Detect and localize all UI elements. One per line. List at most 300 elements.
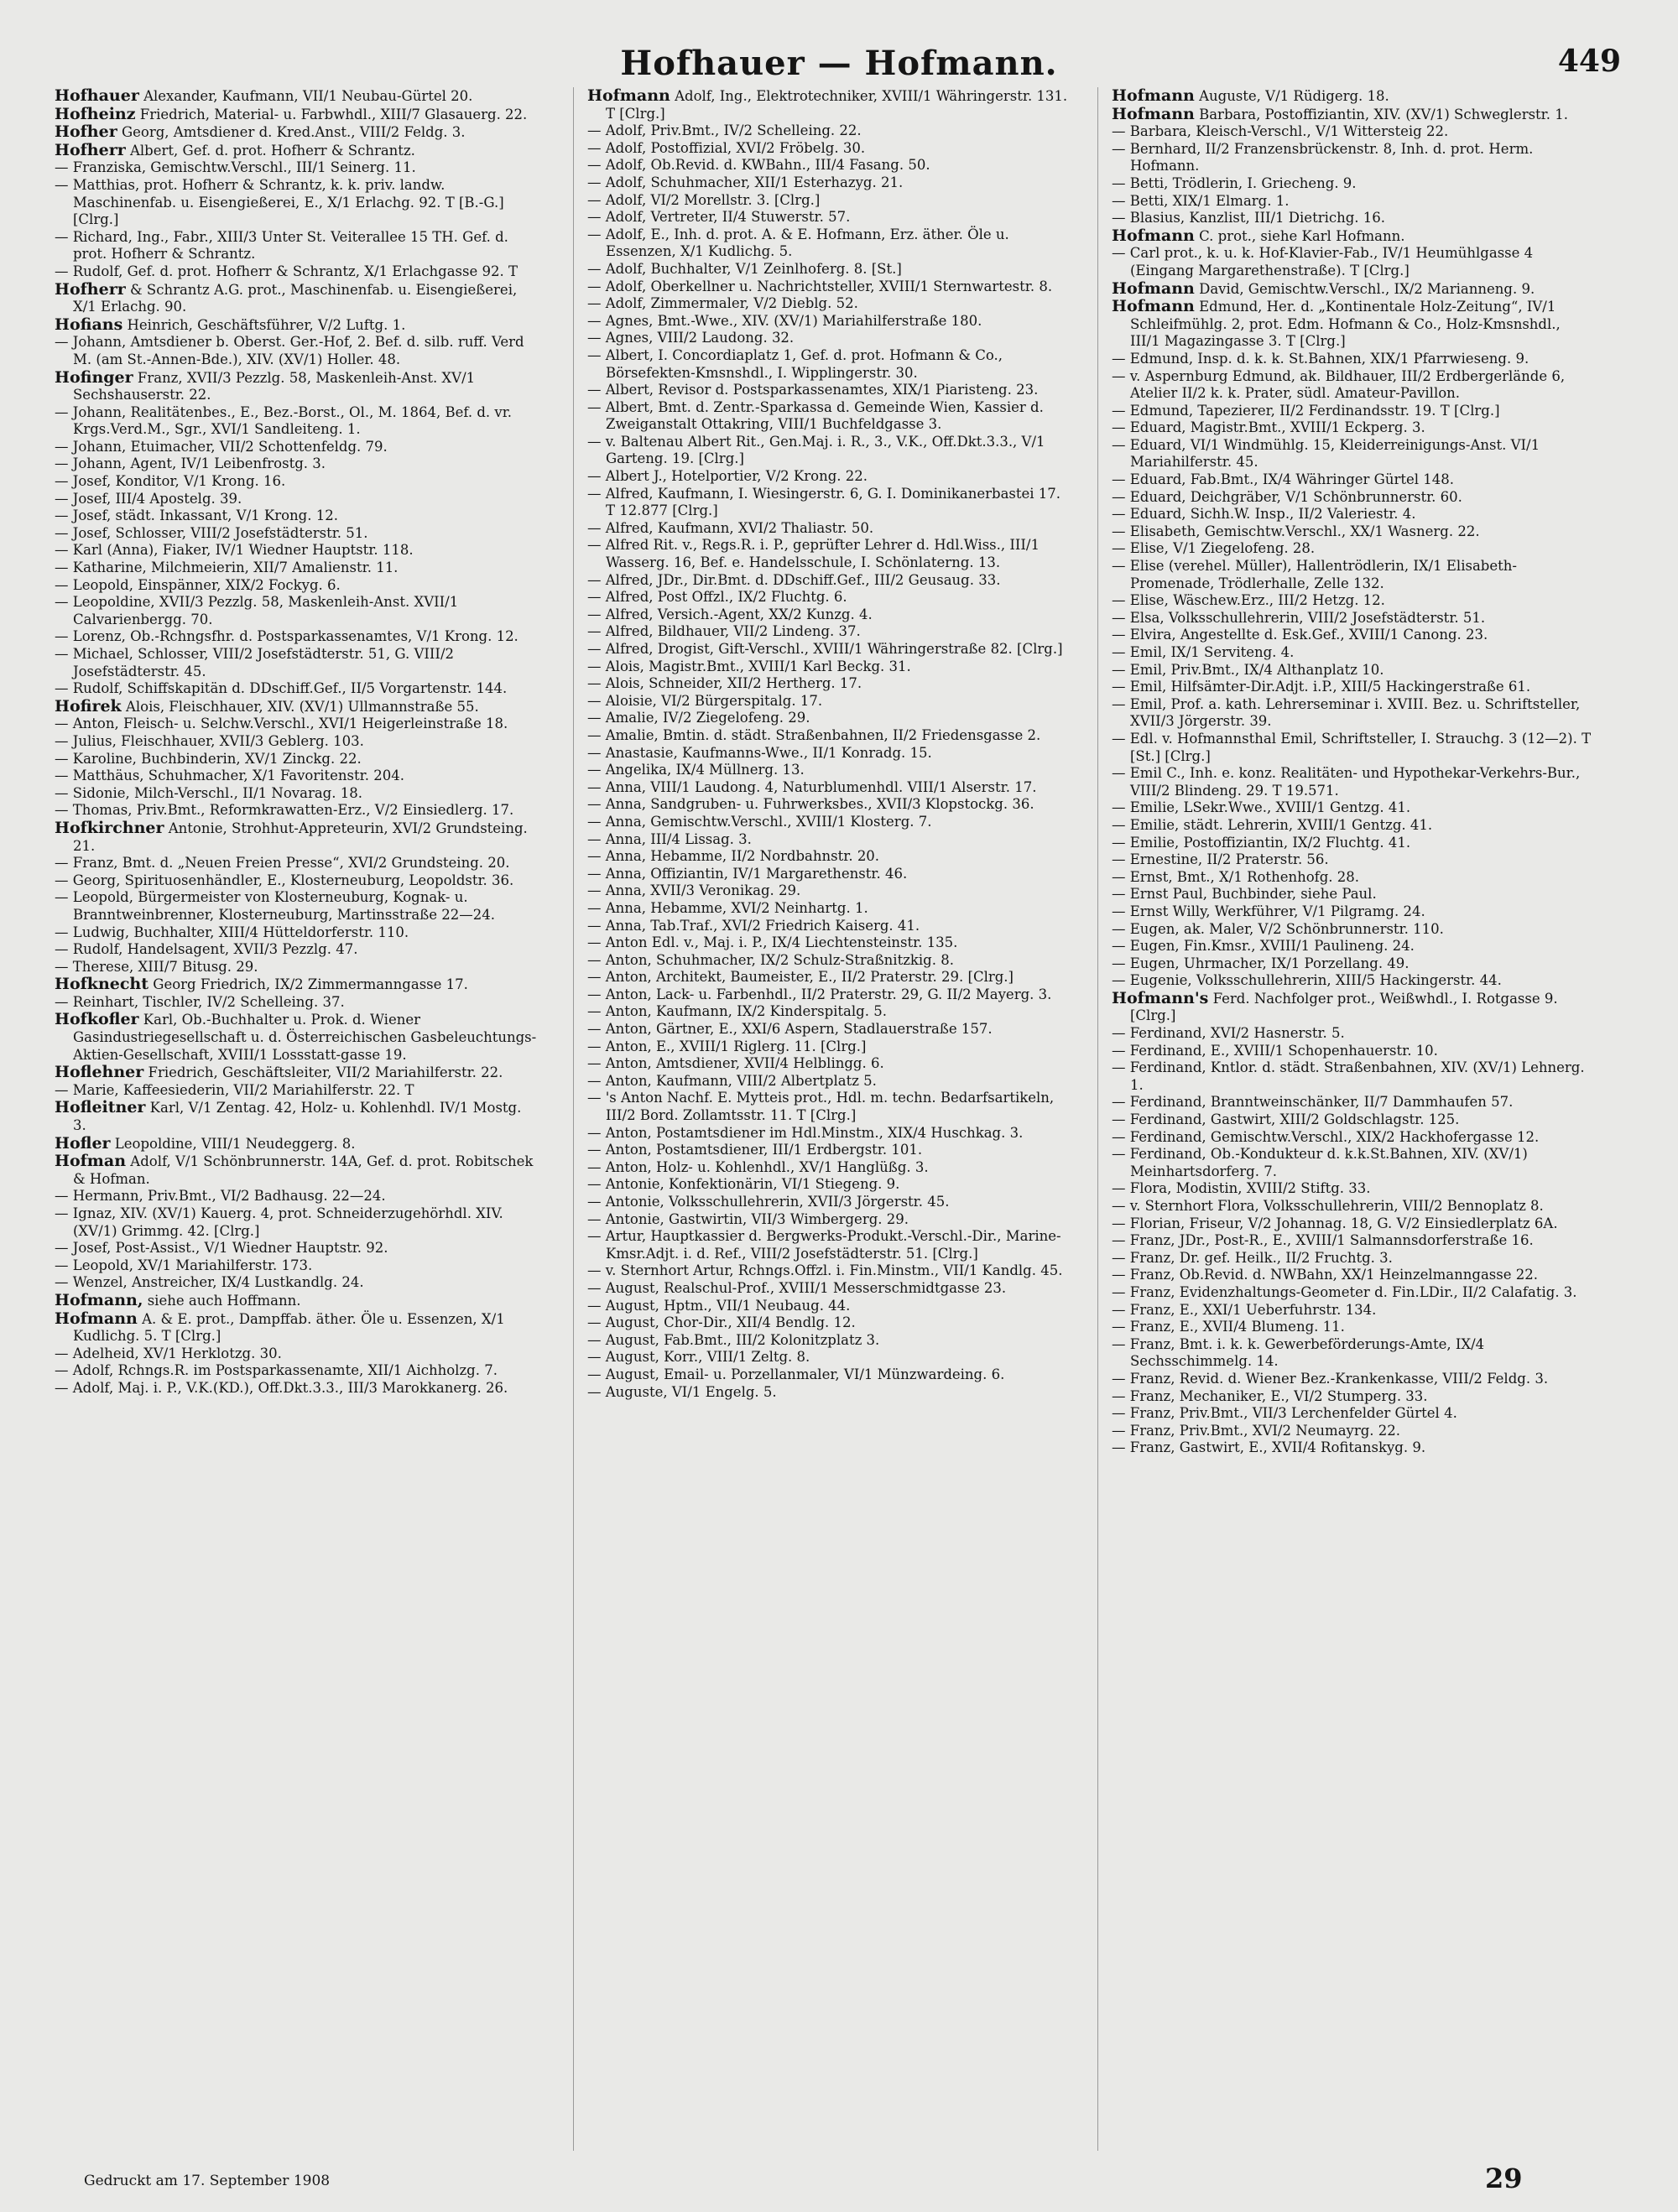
directory-entry (1112, 540, 1594, 558)
directory-entry (55, 263, 537, 281)
directory-entry (55, 1240, 537, 1257)
entry-text: — Anton, Architekt, Baumeister, E., II/2 Praterstr. 29. [Clrg.] (587, 969, 1014, 986)
entry-text: — Albert J., Hotelportier, V/2 Krong. 22. (587, 468, 868, 485)
entry-text: — Alfred, Kaufmann, I. Wiesingerstr. 6, G. I. Dominikanerbastei 17. T 12.877 [Clrg.] (587, 485, 1061, 519)
directory-entry (587, 192, 1070, 210)
column-divider (1097, 87, 1098, 2151)
directory-entry (55, 924, 537, 942)
entry-surname: Hoflehner (55, 1063, 144, 1082)
directory-entry (55, 646, 537, 680)
directory-entry (587, 1211, 1070, 1229)
entry-surname: Hofmann, (55, 1290, 143, 1309)
directory-entry (1112, 141, 1594, 175)
directory-entry (55, 369, 537, 404)
directory-entry (587, 209, 1070, 226)
directory-entry (587, 537, 1070, 571)
directory-entry (1112, 1215, 1594, 1233)
entry-surname: Hofmann (587, 87, 670, 105)
directory-entry (587, 1384, 1070, 1402)
directory-entry (587, 900, 1070, 918)
directory-entry (587, 486, 1070, 520)
directory-entry (55, 439, 537, 456)
entry-text: — Leopold, Einspänner, XIX/2 Fockyg. 6. (55, 576, 341, 593)
directory-entry (1112, 972, 1594, 990)
entry-text: — Agnes, Bmt.-Wwe., XIV. (XV/1) Mariahilferstraße 180. (587, 312, 982, 329)
entry-surname: Hofkirchner (55, 818, 164, 837)
entry-text: — Eduard, Deichgräber, V/1 Schönbrunnerstr. 60. (1112, 488, 1462, 505)
directory-entry (587, 952, 1070, 970)
directory-entry (1112, 123, 1594, 141)
directory-entry (1112, 1388, 1594, 1406)
directory-entry (587, 1262, 1070, 1280)
entry-text: — Alois, Schneider, XII/2 Hertherg. 17. (587, 675, 862, 692)
directory-entry (1112, 280, 1594, 299)
directory-entry (587, 278, 1070, 296)
directory-entry (1112, 921, 1594, 939)
entry-text: — Adolf, Rchngs.R. im Postsparkassenamte, XII/1 Aichholzg. 7. (55, 1362, 498, 1379)
directory-entry (55, 751, 537, 768)
directory-entry (587, 261, 1070, 278)
entry-text: Alois, Fleischhauer, XIV. (XV/1) Ullmannstraße 55. (121, 698, 479, 715)
directory-entry (55, 473, 537, 491)
entry-text: — Antonie, Gastwirtin, VII/3 Wimbergerg. 29. (587, 1210, 909, 1227)
directory-entry (55, 889, 537, 924)
entry-text: — Anton, E., XVIII/1 Riglerg. 11. [Clrg.] (587, 1038, 867, 1054)
entry-text: — Barbara, Kleisch-Verschl., V/1 Wittersteig 22. (1112, 123, 1449, 140)
directory-entry (55, 1274, 537, 1292)
directory-entry (55, 872, 537, 890)
entry-text: — Ernst Paul, Buchbinder, siehe Paul. (1112, 886, 1377, 903)
entry-text: — Karoline, Buchbinderin, XV/1 Zinckg. 22. (55, 750, 362, 767)
entry-text: — Ferdinand, XVI/2 Hasnerstr. 5. (1112, 1025, 1345, 1042)
entry-text: — Elisabeth, Gemischtw.Verschl., XX/1 Wasnerg. 22. (1112, 523, 1480, 539)
directory-entry (55, 281, 537, 316)
entry-text: — Ludwig, Buchhalter, XIII/4 Hütteldorferstr. 110. (55, 924, 409, 940)
directory-entry (587, 623, 1070, 641)
directory-entry (587, 140, 1070, 158)
directory-entry (1112, 1319, 1594, 1336)
page-footer (0, 2163, 1678, 2206)
entry-text: — Anna, Gemischtw.Verschl., XVIII/1 Klosterg. 7. (587, 813, 932, 830)
entry-text: A. & E. prot., Dampffab. äther. Öle u. Essenzen, X/1 Kudlichg. 5. T [Clrg.] (73, 1310, 505, 1345)
entry-text: — Edl. v. Hofmannsthal Emil, Schriftsteller, I. Strauchg. 3 (12—2). T [St.] [Clrg.] (1112, 730, 1592, 764)
directory-entry (1112, 227, 1594, 246)
entry-text: — Katharine, Milchmeierin, XII/7 Amalienstr. 11. (55, 560, 399, 576)
entry-text: — Adelheid, XV/1 Herklotzg. 30. (55, 1345, 282, 1361)
directory-entry (1112, 1059, 1594, 1094)
entry-text: — Franz, Ob.Revid. d. NWBahn, XX/1 Heinzelmanngasse 22. (1112, 1267, 1538, 1283)
entry-text: — Leopold, Bürgermeister von Klosterneuburg, Kognak- u. Branntweinbrenner, Klosterneuburg, Martinsstraße 22—24. (55, 889, 495, 923)
print-date: Gedruckt am 17. September 1908 (84, 2173, 331, 2189)
column-divider (573, 87, 574, 2151)
directory-entry (55, 680, 537, 698)
entry-surname: Hofmann (1112, 104, 1195, 123)
entry-text: Heinrich, Geschäftsführer, V/2 Luftg. 1. (122, 316, 406, 333)
directory-entry (587, 1194, 1070, 1211)
entry-text: — Josef, Konditor, V/1 Krong. 16. (55, 473, 286, 490)
directory-entry (1112, 1025, 1594, 1043)
entry-text: — Rudolf, Gef. d. prot. Hofherr & Schrantz, X/1 Erlachgasse 92. T (55, 263, 518, 279)
entry-surname: Hofinger (55, 367, 133, 387)
directory-entry (1112, 835, 1594, 852)
entry-text: Franz, XVII/3 Pezzlg. 58, Maskenleih-Anst. XV/1 Sechshauserstr. 22. (73, 369, 476, 403)
entry-text: — Ferdinand, Gemischtw.Verschl., XIX/2 Hackhofergasse 12. (1112, 1128, 1540, 1145)
entry-text: — Franz, E., XVII/4 Blumeng. 11. (1112, 1319, 1345, 1335)
entry-text: — Franz, Priv.Bmt., XVI/2 Neumayrg. 22. (1112, 1422, 1401, 1439)
directory-entry (55, 1135, 537, 1153)
directory-entry (1112, 298, 1594, 351)
entry-text: — Josef, städt. Inkassant, V/1 Krong. 12. (55, 507, 338, 524)
entry-text: — Josef, Post-Assist., V/1 Wiedner Hauptstr. 92. (55, 1240, 388, 1257)
directory-entry (55, 560, 537, 577)
entry-text: — Georg, Spirituosenhändler, E., Klosterneuburg, Leopoldstr. 36. (55, 872, 514, 888)
directory-entry (1112, 765, 1594, 799)
directory-entry (55, 1082, 537, 1100)
directory-entry (587, 330, 1070, 347)
directory-entry (1112, 696, 1594, 731)
directory-entry (55, 316, 537, 335)
entry-text: — Eugenie, Volksschullehrerin, XIII/5 Hackingerstr. 44. (1112, 972, 1502, 989)
entry-text: — Anton, Amtsdiener, XVII/4 Helblingg. 6. (587, 1055, 884, 1072)
entry-text: — August, Korr., VIII/1 Zeltg. 8. (587, 1349, 810, 1366)
page-header (0, 44, 1678, 94)
entry-text: — Johann, Amtsdiener b. Oberst. Ger.-Hof, 2. Bef. d. silb. ruff. Verd M. (am St.-Annen-Bde.), XIV. (XV/1) Holler. 48. (55, 334, 524, 367)
directory-entry (587, 1055, 1070, 1073)
entry-text: — v. Aspernburg Edmund, ak. Bildhauer, III/2 Erdbergerlände 6, Atelier II/2 k. k. Prater, südl. Amateur-Pavillon. (1112, 367, 1566, 402)
entry-text: — Anton, Schuhmacher, IX/2 Schulz-Straßnitzkig. 8. (587, 951, 954, 968)
directory-entry (587, 762, 1070, 779)
entry-text: Alexander, Kaufmann, VII/1 Neubau-Gürtel 20. (138, 88, 473, 104)
entry-text: — Eduard, Magistr.Bmt., XVIII/1 Eckperg. 3. (1112, 419, 1425, 436)
entry-text: — Franz, Evidenzhaltungs-Geometer d. Fin.LDir., II/2 Calafatig. 3. (1112, 1283, 1577, 1300)
directory-entry (1112, 627, 1594, 644)
entry-text: Karl, Ob.-Buchhalter u. Prok. d. Wiener Gasindustriegesellschaft u. d. Österreichischen Gasbeleuchtungs-Aktien-Gesellschaft, XVIII/1 Lossstatt-gasse 19. (73, 1012, 537, 1063)
entry-surname: Hofmann (1112, 87, 1195, 105)
directory-entry (1112, 955, 1594, 973)
column-1 (55, 87, 537, 2151)
entry-text: — v. Sternhort Flora, Volksschullehrerin, VIII/2 Bennoplatz 8. (1112, 1198, 1544, 1214)
entry-text: — Alfred, Drogist, Gift-Verschl., XVIII/1 Währingerstraße 82. [Clrg.] (587, 641, 1063, 657)
entry-text: Friedrich, Material- u. Farbwhdl., XIII/7 Glasauerg. 22. (135, 106, 528, 122)
directory-entry (1112, 175, 1594, 193)
directory-entry (587, 727, 1070, 745)
directory-entry (1112, 799, 1594, 817)
directory-entry (587, 572, 1070, 590)
entry-text: — Edmund, Insp. d. k. k. St.Bahnen, XIX/1 Pfarrwieseng. 9. (1112, 350, 1529, 367)
directory-entry (1112, 592, 1594, 610)
entry-text: — Anton, Holz- u. Kohlenhdl., XV/1 Hanglüßg. 3. (587, 1158, 929, 1175)
directory-entry (587, 1298, 1070, 1315)
directory-entry (1112, 368, 1594, 403)
entry-text: — Franz, Priv.Bmt., VII/3 Lerchenfelder Gürtel 4. (1112, 1405, 1457, 1422)
directory-entry (55, 1064, 537, 1082)
entry-text: — Eduard, Fab.Bmt., IX/4 Währinger Gürtel 148. (1112, 471, 1455, 488)
directory-entry (587, 831, 1070, 849)
directory-entry (55, 820, 537, 855)
directory-entry (587, 87, 1070, 122)
directory-entry (587, 1073, 1070, 1090)
entry-text: Georg, Amtsdiener d. Kred.Anst., VIII/2 Feldg. 3. (117, 124, 466, 141)
entry-text: — Eugen, Fin.Kmsr., XVIII/1 Paulineng. 24. (1112, 938, 1415, 955)
entry-text: — Betti, XIX/1 Elmarg. 1. (1112, 192, 1290, 209)
entry-text: — Josef, III/4 Apostelg. 39. (55, 490, 242, 507)
page-number: 449 (1557, 44, 1621, 79)
entry-surname: Hofmann (1112, 297, 1195, 316)
entry-text: — Ernst Willy, Werkführer, V/1 Pilgramg. 24. (1112, 903, 1425, 919)
directory-entry (587, 710, 1070, 727)
entry-text: — Leopold, XV/1 Mariahilferstr. 173. (55, 1257, 313, 1273)
directory-entry (587, 1314, 1070, 1332)
entry-surname: Hofherr (55, 140, 126, 159)
entry-text: — Karl (Anna), Fiaker, IV/1 Wiedner Hauptstr. 118. (55, 542, 414, 559)
entry-text: — Anna, III/4 Lissag. 3. (587, 830, 752, 847)
directory-entry (1112, 731, 1594, 765)
directory-entry (1112, 1439, 1594, 1457)
entry-surname: Hofirek (55, 696, 122, 716)
entry-text: — Anton Edl. v., Maj. i. P., IX/4 Liechtensteinstr. 135. (587, 934, 958, 951)
directory-entry (55, 855, 537, 872)
directory-entry (587, 882, 1070, 900)
directory-entry (1112, 869, 1594, 887)
directory-entry (1112, 245, 1594, 279)
directory-entry (55, 491, 537, 508)
entry-text: Albert, Gef. d. prot. Hofherr & Schrantz. (125, 142, 415, 159)
entry-text: — August, Fab.Bmt., III/2 Kolonitzplatz 3. (587, 1331, 880, 1348)
entry-text: — Josef, Schlosser, VIII/2 Josefstädterstr. 51. (55, 524, 368, 541)
directory-entry (587, 1003, 1070, 1021)
directory-entry (55, 1188, 537, 1205)
entry-text: — Ernestine, II/2 Praterstr. 56. (1112, 851, 1329, 868)
directory-entry (1112, 610, 1594, 627)
entry-text: — Franz, Dr. gef. Heilk., II/2 Fruchtg. 3. (1112, 1249, 1393, 1266)
directory-entry (587, 606, 1070, 624)
entry-text: — Franziska, Gemischtw.Verschl., III/1 Seinerg. 11. (55, 159, 416, 176)
entry-text: — Thomas, Priv.Bmt., Reformkrawatten-Erz., V/2 Einsiedlerg. 17. (55, 802, 514, 819)
directory-entry (587, 779, 1070, 797)
directory-entry (1112, 471, 1594, 489)
entry-surname: Hofkofler (55, 1010, 139, 1029)
directory-entry (1112, 1302, 1594, 1319)
directory-entry (1112, 1198, 1594, 1215)
entry-text: — Emilie, Postoffiziantin, IX/2 Fluchtg. 41. (1112, 834, 1411, 851)
directory-entry (1112, 679, 1594, 696)
entry-text: — Richard, Ing., Fabr., XIII/3 Unter St. Veiterallee 15 TH. Gef. d. prot. Hofherr & Schrantz. (55, 228, 508, 263)
entry-surname: Hofmann (1112, 278, 1195, 298)
directory-entry (1112, 1371, 1594, 1388)
entry-text: — Julius, Fleischhauer, XVII/3 Geblerg. 103. (55, 732, 364, 749)
directory-entry (587, 313, 1070, 330)
directory-entry (1112, 523, 1594, 541)
directory-entry (1112, 419, 1594, 437)
directory-entry (55, 229, 537, 263)
entry-surname: Hofheinz (55, 104, 136, 123)
signature-mark: 29 (1485, 2163, 1523, 2194)
entry-text: — Anton, Postamtsdiener im Hdl.Minstm., XIX/4 Huschkag. 3. (587, 1124, 1024, 1141)
directory-entry (1112, 1250, 1594, 1267)
entry-text: Leopoldine, VIII/1 Neudeggerg. 8. (110, 1135, 356, 1152)
entry-text: — Adolf, E., Inh. d. prot. A. & E. Hofmann, Erz. äther. Öle u. Essenzen, X/1 Kudlichg. 5. (587, 226, 1009, 260)
entry-text: — Sidonie, Milch-Verschl., II/1 Novarag. 18. (55, 784, 362, 801)
entry-text: — Elise, Wäschew.Erz., III/2 Hetzg. 12. (1112, 592, 1385, 609)
entry-text: — Franz, Mechaniker, E., VI/2 Stumperg. 33. (1112, 1387, 1428, 1404)
directory-entry (1112, 1336, 1594, 1371)
entry-text: Edmund, Her. d. „Kontinentale Holz-Zeitung“, IV/1 Schleifmühlg. 2, prot. Edm. Hofmann & Co., Holz-Kmsnshdl., III/1 Magazingasse 3. T [Clrg.] (1130, 299, 1561, 350)
entry-text: — Anna, Hebamme, II/2 Nordbahnstr. 20. (587, 848, 880, 865)
entry-text: — Anna, XVII/3 Veronikag. 29. (587, 882, 801, 899)
entry-text: — Ernst, Bmt., X/1 Rothenhofg. 28. (1112, 868, 1360, 885)
entry-text: Auguste, V/1 Rüdigerg. 18. (1194, 88, 1389, 104)
directory-entry (587, 1349, 1070, 1366)
entry-text: — Florian, Friseur, V/2 Johannag. 18, G. V/2 Einsiedlerplatz 6A. (1112, 1215, 1558, 1231)
directory-entry (587, 641, 1070, 658)
entry-text: — Alfred, Bildhauer, VII/2 Lindeng. 37. (587, 623, 861, 640)
entry-text: — Anton, Gärtner, E., XXI/6 Aspern, Stadlauerstraße 157. (587, 1021, 993, 1038)
directory-entry (587, 1038, 1070, 1056)
entry-text: — Ignaz, XIV. (XV/1) Kauerg. 4, prot. Schneiderzugehörhdl. XIV. (XV/1) Grimmg. 42. [Clrg.] (55, 1205, 503, 1239)
directory-entry (587, 1366, 1070, 1384)
directory-entry (55, 628, 537, 646)
entry-text: — Anton, Fleisch- u. Selchw.Verschl., XVI/1 Heigerleinstraße 18. (55, 716, 508, 732)
entry-text: — Elise (verehel. Müller), Hallentrödlerin, IX/1 Elisabeth-Promenade, Trödlerhalle, Zelle 132. (1112, 558, 1517, 591)
entry-text: — Hermann, Priv.Bmt., VI/2 Badhausg. 22—24. (55, 1188, 386, 1205)
entry-text: — Carl prot., k. u. k. Hof-Klavier-Fab., IV/1 Heumühlgasse 4 (Eingang Margarethenstraße). T [Clrg.] (1112, 245, 1534, 278)
entry-text: — Betti, Trödlerin, I. Griecheng. 9. (1112, 174, 1357, 191)
directory-entry (1112, 351, 1594, 368)
entry-surname: Hofians (55, 315, 123, 334)
entry-text: — Ferdinand, Branntweinschänker, II/7 Dammhaufen 57. (1112, 1094, 1514, 1111)
entry-text: — Agnes, VIII/2 Laudong. 32. (587, 330, 795, 346)
directory-entry (55, 733, 537, 751)
directory-entry (1112, 1423, 1594, 1440)
entry-text: — Lorenz, Ob.-Rchngsfhr. d. Postsparkassenamtes, V/1 Krong. 12. (55, 628, 519, 645)
entry-surname: Hofleitner (55, 1098, 146, 1117)
directory-entry (1112, 437, 1594, 471)
entry-text: — v. Baltenau Albert Rit., Gen.Maj. i. R., 3., V.K., Off.Dkt.3.3., V/1 Garteng. 19. [Clrg.] (587, 433, 1045, 467)
entry-text: — Anastasie, Kaufmanns-Wwe., II/1 Konradg. 15. (587, 744, 932, 761)
entry-surname: Hofherr (55, 279, 126, 299)
directory-entry (1112, 644, 1594, 662)
directory-entry (587, 1228, 1070, 1262)
directory-entry (587, 934, 1070, 952)
entry-text: — August, Email- u. Porzellanmaler, VI/1 Münzwardeing. 6. (587, 1366, 1005, 1382)
entry-text: Ferd. Nachfolger prot., Weißwhdl., I. Rotgasse 9. [Clrg.] (1130, 990, 1558, 1024)
entry-text: — Antonie, Volksschullehrerin, XVII/3 Jörgerstr. 45. (587, 1194, 950, 1210)
directory-entry (55, 1099, 537, 1134)
directory-entry (587, 122, 1070, 140)
entry-text: — Marie, Kaffeesiederin, VII/2 Mariahilferstr. 22. T (55, 1081, 414, 1098)
entry-text: — Matthias, prot. Hofherr & Schrantz, k. k. priv. landw. Maschinenfab. u. Eisengießerei, E., X/1 Erlachg. 92. T [B.-G.] [Clrg.] (55, 176, 504, 228)
entry-text: — Elise, V/1 Ziegelofeng. 28. (1112, 540, 1316, 557)
entry-text: Adolf, V/1 Schönbrunnerstr. 14A, Gef. d. prot. Robitschek & Hofman. (73, 1153, 534, 1187)
directory-entry (587, 434, 1070, 468)
entry-text: — Adolf, Postoffizial, XVI/2 Fröbelg. 30. (587, 139, 866, 156)
entry-text: — Emil C., Inh. e. konz. Realitäten- und Hypothekar-Verkehrs-Bur., VIII/2 Blindeng. 29. T 19.571. (1112, 765, 1581, 799)
directory-entry (587, 1280, 1070, 1298)
entry-text: — Ferdinand, Ob.-Kondukteur d. k.k.St.Bahnen, XIV. (XV/1) Meinhartsdorferg. 7. (1112, 1146, 1528, 1179)
directory-entry (587, 1021, 1070, 1038)
directory-entry (55, 334, 537, 368)
directory-entry (587, 226, 1070, 261)
entry-text: — August, Realschul-Prof., XVIII/1 Messerschmidtgasse 23. (587, 1279, 1007, 1296)
entry-text: — Rudolf, Schiffskapitän d. DDschiff.Gef., II/5 Vorgartenstr. 144. (55, 680, 508, 697)
entry-text: — Adolf, Vertreter, II/4 Stuwerstr. 57. (587, 209, 851, 226)
directory-entry (1112, 1284, 1594, 1302)
directory-entry (587, 589, 1070, 606)
entry-text: — Alfred, Versich.-Agent, XX/2 Kunzg. 4. (587, 606, 873, 622)
entry-text: Barbara, Postoffiziantin, XIV. (XV/1) Schweglerstr. 1. (1194, 106, 1568, 122)
directory-entry (1112, 662, 1594, 679)
entry-text: — Ferdinand, E., XVIII/1 Schopenhauerstr. 10. (1112, 1042, 1438, 1059)
entry-text: — Michael, Schlosser, VIII/2 Josefstädterstr. 51, G. VIII/2 Josefstädterstr. 45. (55, 646, 454, 679)
entry-text: — August, Chor-Dir., XII/4 Bendlg. 12. (587, 1314, 856, 1331)
entry-text: — Johann, Realitätenbes., E., Bez.-Borst., Ol., M. 1864, Bef. d. vr. Krgs.Verd.M., Sgr., XVI/1 Sandleiteng. 1. (55, 403, 513, 438)
directory-entry (1112, 558, 1594, 592)
directory-entry (1112, 106, 1594, 124)
entry-text: — Adolf, Priv.Bmt., IV/2 Schelleing. 22. (587, 122, 862, 139)
entry-text: — Eugen, Uhrmacher, IX/1 Porzellang. 49. (1112, 955, 1410, 971)
directory-entry (1112, 1129, 1594, 1147)
directory-entry (55, 1362, 537, 1380)
entry-text: — Franz, Bmt. d. „Neuen Freien Presse“, XVI/2 Grundsteing. 20. (55, 855, 510, 872)
directory-entry (587, 1125, 1070, 1142)
directory-entry (55, 577, 537, 595)
directory-entry (55, 698, 537, 716)
directory-entry (587, 295, 1070, 313)
entry-text: Karl, V/1 Zentag. 42, Holz- u. Kohlenhdl. IV/1 Mostg. 3. (73, 1100, 522, 1134)
entry-surname: Hofhauer (55, 87, 139, 105)
entry-text: — Alfred, Post Offzl., IX/2 Fluchtg. 6. (587, 589, 847, 606)
directory-entry (1112, 193, 1594, 211)
entry-text: — Alois, Magistr.Bmt., XVIII/1 Karl Beckg. 31. (587, 658, 911, 674)
entry-surname: Hofmann's (1112, 988, 1209, 1007)
directory-entry (55, 87, 537, 106)
column-3 (1112, 87, 1594, 2151)
directory-entry (55, 455, 537, 473)
entry-text: Friedrich, Geschäftsleiter, VII/2 Mariahilferstr. 22. (143, 1064, 503, 1081)
directory-entry (1112, 851, 1594, 869)
directory-entry (55, 716, 537, 733)
entry-surname: Hofler (55, 1133, 111, 1153)
directory-entry (1112, 1405, 1594, 1423)
entry-text: — Flora, Modistin, XVIII/2 Stiftg. 33. (1112, 1180, 1371, 1197)
entry-text: — Anna, Offiziantin, IV/1 Margarethenstr. 46. (587, 865, 908, 882)
entry-text: — Edmund, Tapezierer, II/2 Ferdinandsstr. 19. T [Clrg.] (1112, 402, 1500, 419)
directory-entry (1112, 489, 1594, 507)
directory-entry (1112, 1232, 1594, 1250)
directory-entry (55, 507, 537, 525)
directory-entry (1112, 87, 1594, 106)
entry-text: — Adolf, VI/2 Morellstr. 3. [Clrg.] (587, 191, 821, 208)
directory-entry (587, 1142, 1070, 1159)
directory-entry (1112, 990, 1594, 1025)
directory-entry (55, 959, 537, 976)
entry-text: — Amalie, Bmtin. d. städt. Straßenbahnen, II/2 Friedensgasse 2. (587, 726, 1041, 743)
entry-text: — Franz, JDr., Post-R., E., XVIII/1 Salmannsdorferstraße 16. (1112, 1232, 1534, 1249)
entry-text: Georg Friedrich, IX/2 Zimmermanngasse 17. (149, 976, 468, 993)
entry-text: — Auguste, VI/1 Engelg. 5. (587, 1383, 777, 1400)
directory-entry (587, 399, 1070, 434)
entry-text: — Elvira, Angestellte d. Esk.Gef., XVIII/1 Canong. 23. (1112, 627, 1488, 643)
directory-entry (55, 542, 537, 560)
entry-text: — Anton, Postamtsdiener, III/1 Erdbergstr. 101. (587, 1142, 923, 1158)
directory-entry (55, 106, 537, 124)
entry-text: — Blasius, Kanzlist, III/1 Dietrichg. 16. (1112, 210, 1386, 226)
entry-text: — Bernhard, II/2 Franzensbrückenstr. 8, Inh. d. prot. Herm. Hofmann. (1112, 140, 1534, 174)
entry-text: — Eduard, Sichh.W. Insp., II/2 Valeriestr. 4. (1112, 506, 1416, 523)
directory-entry (587, 174, 1070, 192)
entry-text: — Adolf, Zimmermaler, V/2 Dieblg. 52. (587, 295, 858, 312)
directory-entry (587, 347, 1070, 382)
